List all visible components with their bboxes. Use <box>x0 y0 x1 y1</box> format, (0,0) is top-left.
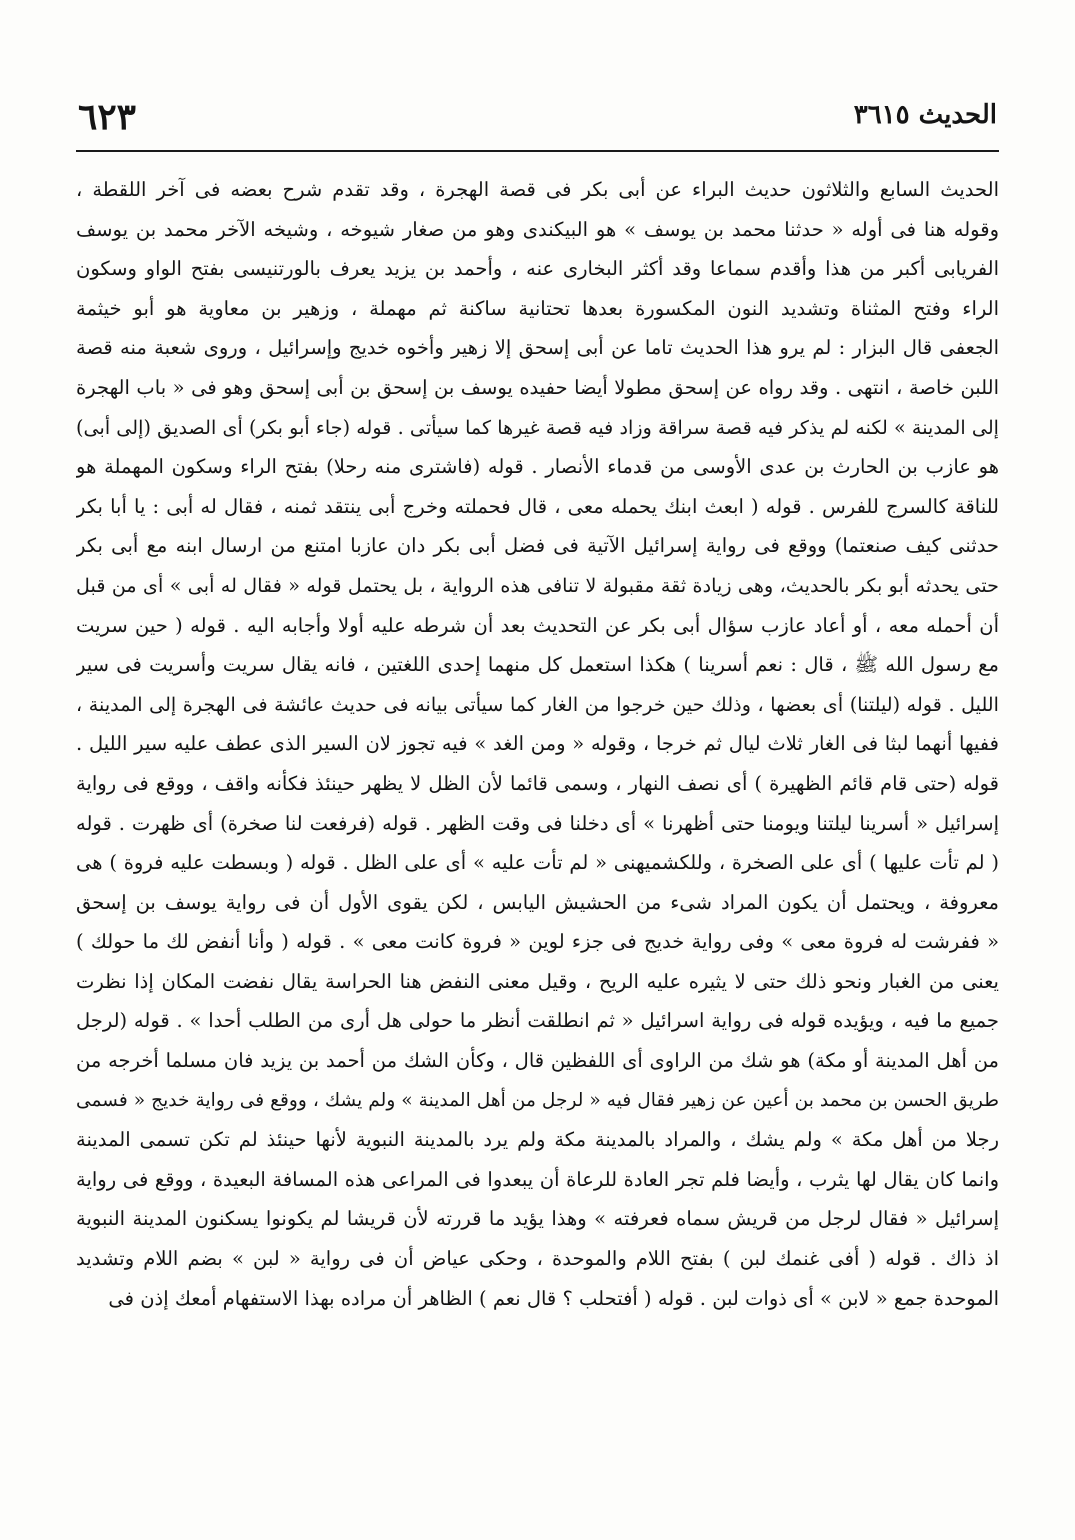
text-line: أن أحمله معه ، أو أعاد عازب سؤال أبى بكر عن التحديث بعد أن شرطه عليه أولا وأجابه اليه . قوله ( حين سريت <box>76 613 999 637</box>
commentary-text <box>76 170 999 1318</box>
text-line: الراء وفتح المثناة وتشديد النون المكسورة بعدها تحتانية ساكنة ثم مهملة ، وزهير بن معاوية هو أبو خيثمة <box>76 296 999 320</box>
text-line: جميع ما فيه ، ويؤيده قوله فى رواية اسرائيل « ثم انطلقت أنظر ما حولى هل أرى من الطلب أحدا » . قوله (لرجل <box>76 1009 999 1033</box>
text-line: رجلا من أهل مكة » ولم يشك ، والمراد بالمدينة مكة ولم يرد بالمدينة النبوية لأنها حينئذ لم تكن تسمى المدينة <box>76 1128 999 1152</box>
text-line: طريق الحسن بن محمد بن أعين عن زهير فقال فيه « لرجل من أهل المدينة » ولم يشك ، ووقع فى رواية خديج « فسمى <box>76 1089 999 1111</box>
text-line: هو عازب بن الحارث بن عدى الأوسى من قدماء الأنصار . قوله (فاشترى منه رحلا) بفتح الراء وسكون المهملة هو <box>76 455 999 479</box>
text-line: من أهل المدينة أو مكة) هو شك من الراوى أى اللفظين قال ، وكأن الشك من أحمد بن يزيد فان مسلما أخرجه من <box>76 1049 999 1073</box>
text-line: حتى يحدثه أبو بكر بالحديث، وهى زيادة ثقة مقبولة لا تنافى هذه الرواية ، بل يحتمل قوله « فقال له أبى » أى من قبل <box>76 573 999 597</box>
header-rule <box>76 150 999 152</box>
text-line: قوله (حتى قام قائم الظهيرة ) أى نصف النهار ، وسمى قائما لأن الظل لا يظهر حينئذ فكأنه واقف ، ووقع فى رواية <box>76 771 999 795</box>
text-line: وانما كان يقال لها يثرب ، وأيضا فلم تجر العادة للرعاة أن يبعدوا فى المراعى هذه المسافة البعيدة ، ووقع فى رواية <box>76 1167 999 1191</box>
text-line: مع رسول الله ﷺ ، قال : نعم أسرينا ) هكذا استعمل كل منهما إحدى اللغتين ، فانه يقال سريت وأسريت فى سير <box>76 653 999 677</box>
text-line: إسرائيل « فقال لرجل من قريش سماه فعرفته » وهذا يؤيد ما قررته لأن قريشا لم يكونوا يسكنون المدينة النبوية <box>76 1207 999 1231</box>
text-line: للناقة كالسرج للفرس . قوله ( ابعث ابنك يحمله معى ، قال فحملته وخرج أبى ينتقد ثمنه ، فقال له أبى : يا أبا بكر <box>76 494 999 518</box>
running-head-hadith-number: الحديث ٣٦١٥ <box>853 100 997 130</box>
text-line: الحديث السابع والثلاثون حديث البراء عن أبى بكر فى قصة الهجرة ، وقد تقدم شرح بعضه فى آخر اللقطة ، <box>76 178 999 201</box>
text-line: الليل . قوله (ليلتنا) أى بعضها ، وذلك حين خرجوا من الغار كما سيأتى بيانه فى حديث عائشة فى الهجرة إلى المدينة ، <box>76 692 999 716</box>
page-number: ٦٢٣ <box>78 96 137 138</box>
text-line: الموحدة جمع « لابن » أى ذوات لبن . قوله ( أفتحلب ؟ قال نعم ) الظاهر أن مراده بهذا الاستفهام أمعك إذن فى <box>108 1286 999 1310</box>
text-line: حدثنى كيف صنعتما) ووقع فى رواية إسرائيل الآتية فى فضل أبى بكر دان عازبا امتنع من ارسال ابنه مع أبى بكر <box>76 534 999 558</box>
text-line: إسرائيل « أسرينا ليلتنا ويومنا حتى أظهرنا » أى دخلنا فى وقت الظهر . قوله (فرفعت لنا صخرة) أى ظهرت . قوله <box>76 811 999 835</box>
page-header <box>78 96 997 150</box>
text-line: معروفة ، ويحتمل أن يكون المراد شىء من الحشيش اليابس ، لكن يقوى الأول أن فى رواية يوسف بن إسحق <box>76 890 999 914</box>
text-line: الفريابى أكبر من هذا وأقدم سماعا وقد أكثر البخارى عنه ، وأحمد بن يزيد يعرف بالورتنيسى بفتح الواو وسكون <box>76 257 999 281</box>
text-line: ففيها أنهما لبثا فى الغار ثلاث ليال ثم خرجا ، وقوله « ومن الغد » فيه تجوز لان السير الذى عطف عليه سير الليل . <box>76 732 999 756</box>
text-line: يعنى من الغبار ونحو ذلك حتى لا يثيره عليه الريح ، وقيل معنى النفض هنا الحراسة يقال نفضت المكان إذا نظرت <box>76 969 999 993</box>
text-line: « ففرشت له فروة معى » وفى رواية خديج فى جزء لوين « فروة كانت معى » . قوله ( وأنا أنفض لك ما حولك ) <box>76 930 999 954</box>
text-line: اللبن خاصة ، انتهى . وقد رواه عن إسحق مطولا أيضا حفيده يوسف بن إسحق بن أبى إسحق وهو فى « باب الهجرة <box>76 375 999 399</box>
text-line: اذ ذاك . قوله ( أفى غنمك لبن ) بفتح اللام والموحدة ، وحكى عياض أن فى رواية « لبن » بضم اللام وتشديد <box>76 1247 999 1271</box>
text-line: الجعفى قال البزار : لم يرو هذا الحديث تاما عن أبى إسحق إلا زهير وأخوه خديج وإسرائيل ، وروى شعبة منه قصة <box>76 336 999 360</box>
text-line: إلى المدينة » لكنه لم يذكر فيه قصة سراقة وزاد فيه قصة غيرها كما سيأتى . قوله (جاء أبو بكر) أى الصديق (إلى أبى) <box>76 415 999 439</box>
text-line: وقوله هنا فى أوله « حدثنا محمد بن يوسف » هو البيكندى وهو من صغار شيوخه ، وشيخه الآخر محمد بن يوسف <box>76 217 999 241</box>
text-line: ( لم تأت عليها ) أى على الصخرة ، وللكشميهنى « لم تأت عليه » أى على الظل . قوله ( وبسطت عليه فروة ) هى <box>76 851 999 875</box>
